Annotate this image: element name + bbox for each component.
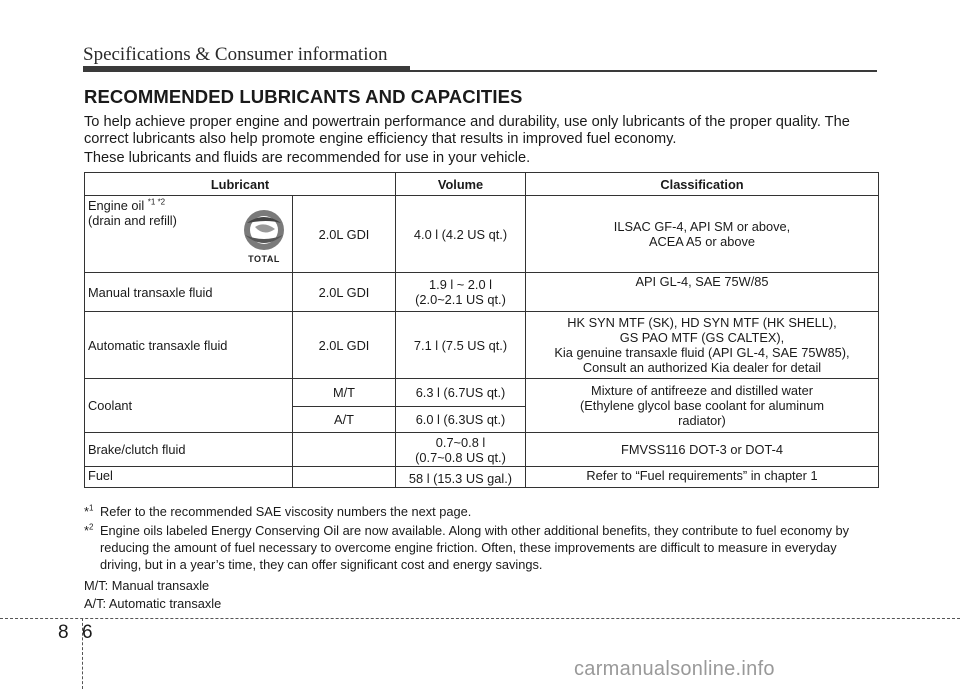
engine-oil-engine: 2.0L GDI [293, 196, 396, 273]
coolant-class-line1: Mixture of antifreeze and distilled water [591, 383, 813, 398]
coolant-at-label: A/T [293, 407, 396, 433]
fuel-empty [293, 467, 396, 488]
table-row-automatic [85, 312, 879, 379]
total-logo-icon [237, 207, 291, 267]
engine-oil-class-line1: ILSAC GF-4, API SM or above, [613, 219, 791, 234]
coolant-classification [526, 379, 879, 433]
footer-rule [0, 618, 960, 619]
footnote-1-mark: *$^1$ [84, 503, 94, 519]
automatic-class-line1: HK SYN MTF (SK), HD SYN MTF (HK SHELL), [567, 315, 837, 330]
brake-empty [293, 433, 396, 467]
footnotes [84, 503, 880, 612]
manual-engine: 2.0L GDI [293, 273, 396, 312]
total-logo-text: TOTAL [248, 254, 280, 264]
footnote-1 [84, 503, 880, 520]
engine-oil-volume: 4.0 l (4.2 US qt.) [396, 196, 526, 273]
table-row-manual [85, 273, 879, 312]
coolant-at-volume: 6.0 l (6.3US qt.) [396, 407, 526, 433]
fuel-label: Fuel [85, 467, 293, 488]
fuel-classification: Refer to “Fuel requirements” in chapter 1 [526, 467, 879, 488]
coolant-class-line3: radiator) [678, 413, 726, 428]
manual-volume-line2: (2.0~2.1 US qt.) [415, 292, 506, 307]
page-digit-2: 6 [82, 622, 93, 643]
automatic-class-line3: Kia genuine transaxle fluid (API GL-4, SAE 75W85), [554, 345, 850, 360]
intro-paragraph-2: These lubricants and fluids are recommended for use in your vehicle. [84, 150, 531, 166]
brake-volume-line1: 0.7~0.8 l [435, 434, 486, 450]
section-title: RECOMMENDED LUBRICANTS AND CAPACITIES [84, 86, 523, 107]
automatic-classification [526, 312, 879, 379]
coolant-class-line2: (Ethylene glycol base coolant for aluminum [580, 398, 824, 413]
coolant-label: Coolant [85, 379, 293, 433]
automatic-engine: 2.0L GDI [293, 312, 396, 379]
table-row-coolant-mt [85, 379, 879, 407]
coolant-mt-volume: 6.3 l (6.7US qt.) [396, 379, 526, 407]
brake-volume [396, 433, 526, 467]
engine-oil-classification [526, 196, 879, 273]
brake-label: Brake/clutch fluid [85, 433, 293, 467]
engine-oil-marks: *1 *2 [147, 197, 166, 207]
header-title: Specifications & Consumer information [83, 44, 388, 65]
footnote-2-text: Engine oils labeled Energy Conserving Oil are now available. Along with other additional benefits, they contribute to fuel economy by reducing the amount of fuel necessary to overcome engine friction. Often, these improvements are difficult to measure in everyday driving, but in a year’s time, they can offer significant cost and energy savings. [100, 523, 850, 572]
footnote-mt: M/T: Manual transaxle [84, 578, 210, 593]
engine-oil-cell [85, 196, 293, 273]
manual-label: Manual transaxle fluid [85, 273, 293, 312]
engine-oil-class-line2: ACEA A5 or above [649, 234, 755, 249]
brake-volume-line2: (0.7~0.8 US qt.) [415, 449, 506, 465]
header-volume: Volume [396, 173, 526, 196]
page-number [58, 622, 106, 644]
automatic-volume: 7.1 l (7.5 US qt.) [396, 312, 526, 379]
footnote-1-text: Refer to the recommended SAE viscosity numbers the next page. [100, 504, 472, 519]
coolant-mt-label: M/T [293, 379, 396, 407]
manual-volume [396, 273, 526, 312]
intro-paragraph: To help achieve proper engine and powertrain performance and durability, use only lubricants of the proper quality. The correct lubricants also help promote engine efficiency that results in improved fuel economy. [84, 114, 850, 147]
lubricants-table [84, 172, 879, 488]
automatic-label: Automatic transaxle fluid [85, 312, 293, 379]
footnote-2 [84, 522, 880, 573]
automatic-class-line4: Consult an authorized Kia dealer for detail [582, 360, 822, 375]
page-digit-1: 8 [58, 622, 69, 643]
header-classification: Classification [526, 173, 879, 196]
table-row-engine-oil [85, 196, 879, 273]
footnote-at: A/T: Automatic transaxle [84, 596, 222, 611]
engine-oil-label: Engine oil [88, 198, 145, 213]
engine-oil-sub: (drain and refill) [88, 213, 177, 228]
header-rule-accent [83, 66, 410, 72]
automatic-class-line2: GS PAO MTF (GS CALTEX), [619, 330, 785, 345]
header-lubricant: Lubricant [85, 173, 396, 196]
table-header-row [85, 173, 879, 196]
footnote-2-mark: *$^2$ [84, 522, 94, 538]
table-row-fuel [85, 467, 879, 488]
manual-classification: API GL-4, SAE 75W/85 [526, 273, 879, 312]
watermark: carmanualsonline.info [574, 658, 775, 680]
manual-volume-line1: 1.9 l ~ 2.0 l [429, 277, 492, 292]
fuel-volume: 58 l (15.3 US gal.) [396, 467, 526, 488]
brake-classification: FMVSS116 DOT-3 or DOT-4 [526, 433, 879, 467]
table-row-brake [85, 433, 879, 467]
